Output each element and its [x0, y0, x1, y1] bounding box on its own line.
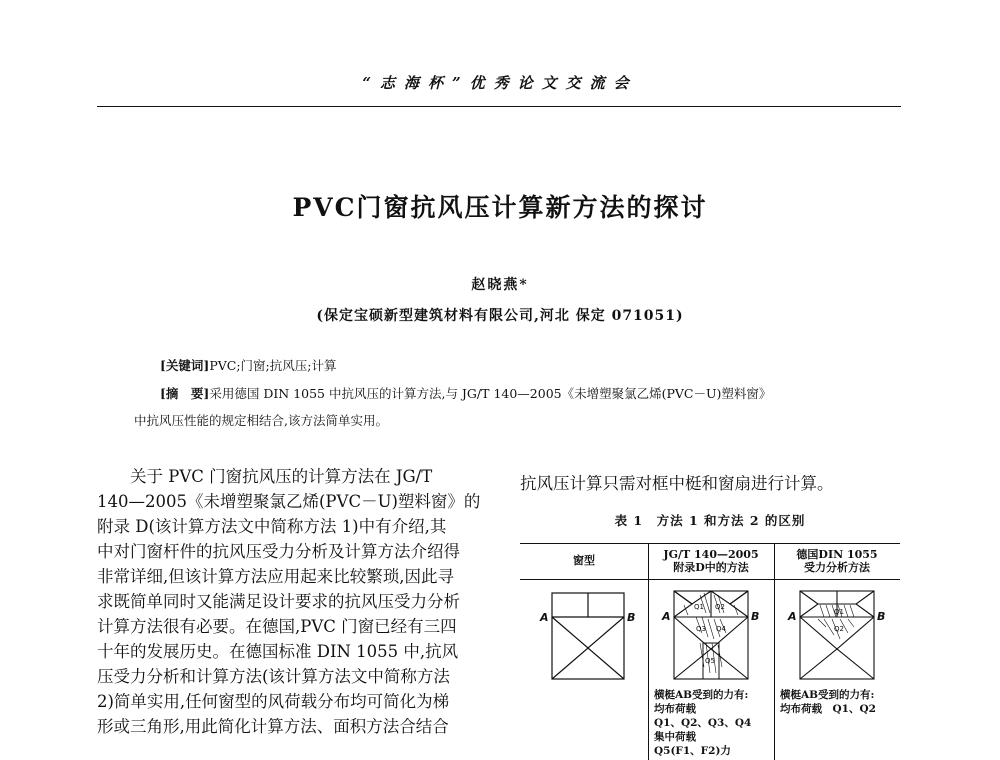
author: 赵晓燕*	[471, 277, 529, 293]
method-1-diagram	[648, 583, 774, 683]
header-rule	[97, 106, 901, 107]
body-line: 附录 D(该计算方法文中简称方法 1)中有介绍,其	[97, 517, 447, 536]
q-label-3: Q3	[696, 625, 706, 633]
method-1-desc-line: 横梃AB受到的力有:	[654, 689, 749, 701]
table-caption: 表 1 方法 1 和方法 2 的区别	[614, 513, 806, 528]
body-line: 非常详细,但该计算方法应用起来比较繁琐,因此寻	[97, 567, 454, 586]
q-label-5: Q5	[705, 657, 715, 665]
keywords	[160, 356, 336, 374]
method-2-desc-line: 均布荷载 Q1、Q2	[780, 703, 876, 715]
right-column-text: 抗风压计算只需对框中梃和窗扇进行计算。	[520, 474, 834, 493]
method-1-diag-upper	[674, 617, 748, 649]
point-b-label-3: B	[877, 610, 886, 623]
col-header-method-2-line-1: 德国DIN 1055	[796, 548, 878, 561]
paper-title: PVC门窗抗风压计算新方法的探讨	[292, 193, 708, 222]
point-a-label-3: A	[788, 610, 797, 623]
method-2-diag-lower	[800, 649, 874, 679]
method-2-desc-line: 横梃AB受到的力有:	[780, 689, 875, 701]
col-header-window-type: 窗型	[573, 554, 595, 567]
col-header-method-2	[774, 548, 900, 574]
q-label-2: Q2	[715, 603, 725, 611]
abstract-line-1	[160, 384, 771, 402]
q-label-1: Q1	[694, 603, 704, 611]
table-header-rule	[520, 579, 900, 580]
point-a-label-1: A	[540, 611, 549, 624]
abstract-line-2: 中抗风压性能的规定相结合,该方法简单实用。	[134, 413, 388, 428]
q-label-m2-1: Q1	[834, 608, 844, 616]
col-header-method-1-line-1: JG/T 140—2005	[663, 548, 759, 561]
comparison-table	[520, 543, 900, 760]
affiliation: (保定宝硕新型建筑材料有限公司,河北 保定 071051)	[316, 308, 684, 324]
method-1-desc-line: Q1、Q2、Q3、Q4	[654, 717, 752, 729]
body-left-column	[97, 464, 489, 739]
window-diagonal-upper	[552, 617, 624, 648]
body-line: 关于 PVC 门窗抗风压的计算方法在 JG/T	[130, 467, 433, 486]
body-line: 计算方法很有必要。在德国,PVC 门窗已经有三四	[97, 617, 457, 636]
body-line: 形或三角形,用此简化计算方法、面积方法合结合	[97, 717, 449, 736]
method-2-tri-left	[800, 591, 818, 617]
point-a-label-2: A	[662, 610, 671, 623]
method-2-diagram	[774, 583, 900, 683]
method-2-diag-upper	[800, 617, 874, 649]
body-line: 压受力分析和计算方法(该计算方法文中简称方法	[97, 667, 450, 686]
q-label-4: Q4	[716, 625, 726, 633]
q-label-m2-2: Q2	[834, 625, 844, 633]
method-1-tri-left	[674, 591, 692, 617]
body-line: 140—2005《未增塑聚氯乙烯(PVC－U)塑料窗》的	[97, 492, 481, 511]
point-b-label-1: B	[627, 611, 636, 624]
keywords-label: [关键词]	[160, 358, 210, 373]
table-top-rule	[520, 543, 900, 544]
method-1-desc-line: 均布荷载	[654, 703, 696, 715]
window-diagonal-lower	[552, 648, 624, 679]
col-header-method-1-line-2: 附录D中的方法	[673, 561, 749, 574]
body-paragraph	[97, 464, 489, 739]
point-b-label-2: B	[751, 610, 760, 623]
body-line: 十年的发展历史。在德国标准 DIN 1055 中,抗风	[97, 642, 459, 661]
abstract-text-1: 采用德国 DIN 1055 中抗风压的计算方法,与 JG/T 140—2005《未增塑聚氯乙烯(PVC－U)塑料窗》	[209, 386, 772, 401]
method-1-description	[654, 688, 751, 758]
running-head: “志海杯”优秀论文交流会	[362, 74, 638, 92]
method-2-tri-right	[856, 591, 874, 617]
body-line: 中对门窗杆件的抗风压受力分析及计算方法介绍得	[97, 542, 460, 561]
keywords-text: PVC;门窗;抗风压;计算	[209, 358, 337, 373]
abstract-label: [摘 要]	[160, 386, 210, 401]
method-1-desc-line: 集中荷载	[654, 731, 696, 743]
window-type-diagram	[520, 583, 648, 683]
col-header-method-1	[648, 548, 774, 574]
col-header-method-2-line-2: 受力分析方法	[804, 561, 870, 574]
method-2-description	[780, 688, 876, 716]
body-line: 求既简单同时又能满足设计要求的抗风压受力分析	[97, 592, 460, 611]
method-1-desc-line: Q5(F1、F2)力	[654, 745, 731, 757]
body-line: 2)简单实用,任何窗型的风荷载分布均可简化为梯	[97, 692, 450, 711]
method-1-tri-right	[730, 591, 748, 617]
